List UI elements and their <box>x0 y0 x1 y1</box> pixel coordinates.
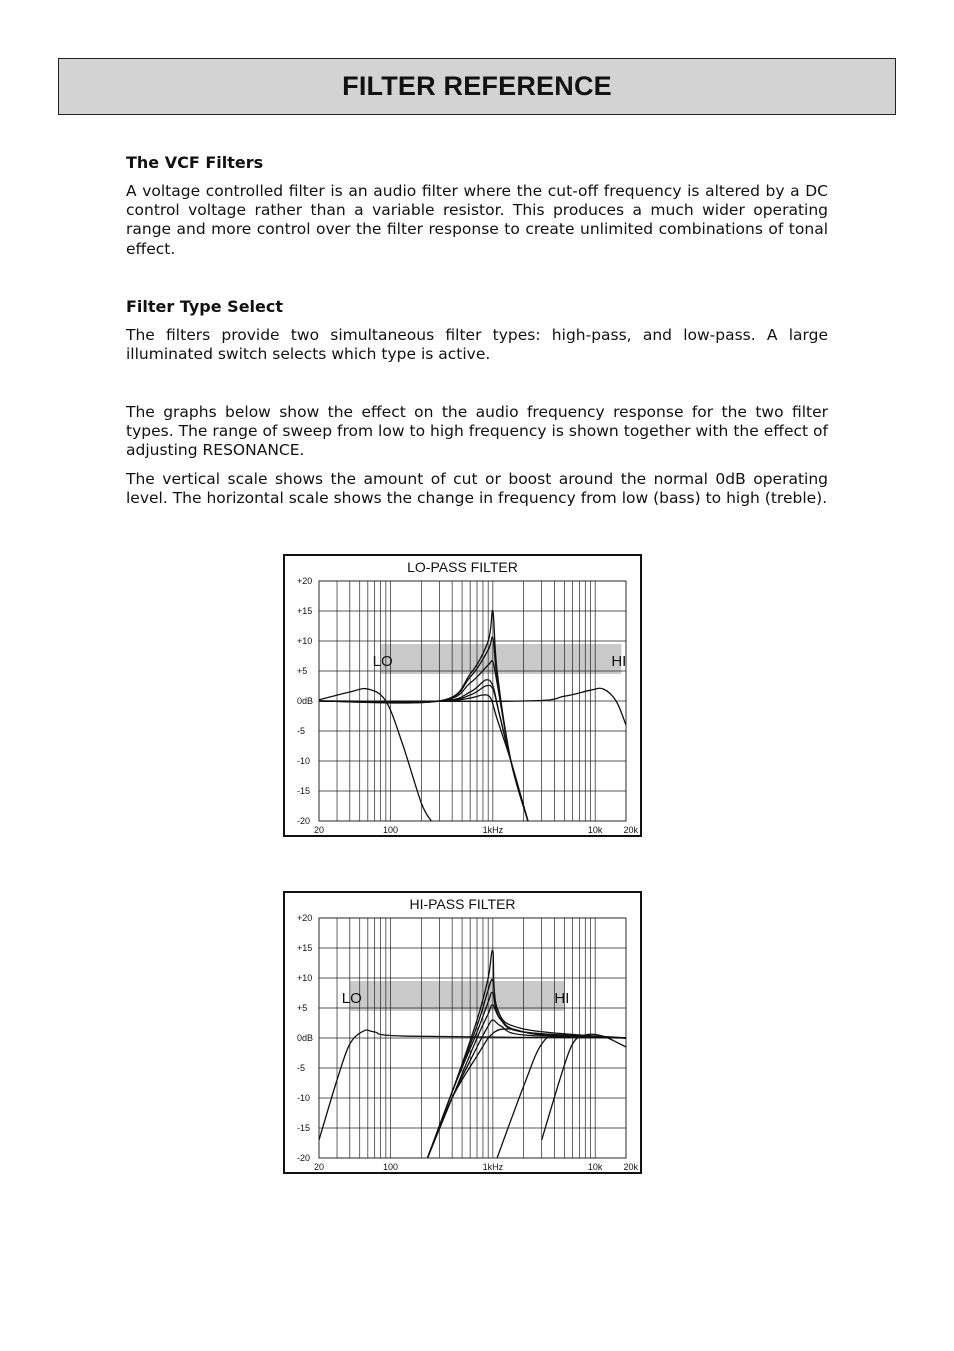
response-curve-4 <box>428 1005 627 1158</box>
y-tick-label: 0dB <box>297 696 314 706</box>
hi-pass-filter-chart <box>283 891 642 1174</box>
y-tick-label: +10 <box>297 973 313 983</box>
y-tick-label: +5 <box>297 1003 308 1013</box>
response-curve-1 <box>319 689 431 821</box>
x-tick-label: 20 <box>313 1162 325 1172</box>
x-tick-label: 100 <box>383 1162 399 1172</box>
response-curve-5 <box>428 992 627 1158</box>
hi-pass-filter-plot <box>285 893 640 1172</box>
y-tick-label: +15 <box>297 943 313 953</box>
x-tick-label: 1kHz <box>482 825 504 835</box>
filter-type-paragraph-2: The graphs below show the effect on the audio frequency response for the two filter types. The range of sweep from low to high frequency is shown together with the effect of adjusting RESONANCE. <box>126 403 828 460</box>
hi-pass-chart-title: HI-PASS FILTER <box>409 896 516 912</box>
y-tick-label: -5 <box>297 726 306 736</box>
sweep-hi-label: HI <box>554 990 570 1007</box>
filter-type-paragraph-3: The vertical scale shows the amount of cut or boost around the normal 0dB operating level. The horizontal scale shows the change in frequency from low (bass) to high (treble). <box>126 470 828 508</box>
lo-pass-filter-chart <box>283 554 642 837</box>
sweep-band <box>350 981 565 1011</box>
x-tick-label: 10k <box>587 1162 603 1172</box>
section-heading-vcf-filters: The VCF Filters <box>126 153 264 172</box>
filter-type-paragraph-1: The filters provide two simultaneous filter types: high-pass, and low-pass. A large illuminated switch selects which type is active. <box>126 326 828 364</box>
y-tick-label: -10 <box>297 1093 311 1103</box>
sweep-lo-label: LO <box>341 990 362 1007</box>
page-title: FILTER REFERENCE <box>342 71 612 101</box>
y-tick-label: +20 <box>297 576 313 586</box>
y-tick-label: -5 <box>297 1063 306 1073</box>
response-curve-5 <box>319 661 528 821</box>
x-tick-label: 20k <box>623 1162 638 1172</box>
y-tick-label: -15 <box>297 786 311 796</box>
vcf-filters-paragraph: A voltage controlled filter is an audio filter where the cut-off frequency is altered by a DC control voltage rather than a variable resistor. This produces a much wider operating range and more control over the filter response to create unlimited combinations of tonal effect. <box>126 182 828 258</box>
x-tick-label: 100 <box>383 825 399 835</box>
y-tick-label: -20 <box>297 1153 311 1163</box>
page-title-box <box>58 58 896 115</box>
sweep-lo-label: LO <box>372 653 393 670</box>
y-tick-label: -10 <box>297 756 311 766</box>
x-tick-label: 20k <box>623 825 638 835</box>
y-tick-label: 0dB <box>297 1033 314 1043</box>
x-tick-label: 20 <box>313 825 325 835</box>
y-tick-label: +20 <box>297 913 313 923</box>
x-tick-label: 1kHz <box>482 1162 504 1172</box>
lo-pass-chart-title: LO-PASS FILTER <box>407 559 518 575</box>
y-tick-label: -15 <box>297 1123 311 1133</box>
response-curve-2 <box>319 695 528 821</box>
y-tick-label: +15 <box>297 606 313 616</box>
response-curve-1 <box>319 1030 626 1140</box>
response-curve-8 <box>497 1037 626 1158</box>
section-heading-filter-type-select: Filter Type Select <box>126 297 284 316</box>
sweep-hi-label: HI <box>611 653 627 670</box>
x-tick-label: 10k <box>587 825 603 835</box>
response-curve-2 <box>428 1029 627 1158</box>
response-curve-3 <box>319 685 528 821</box>
lo-pass-filter-plot <box>285 556 640 835</box>
y-tick-label: -20 <box>297 816 311 826</box>
y-tick-label: +5 <box>297 666 308 676</box>
y-tick-label: +10 <box>297 636 313 646</box>
